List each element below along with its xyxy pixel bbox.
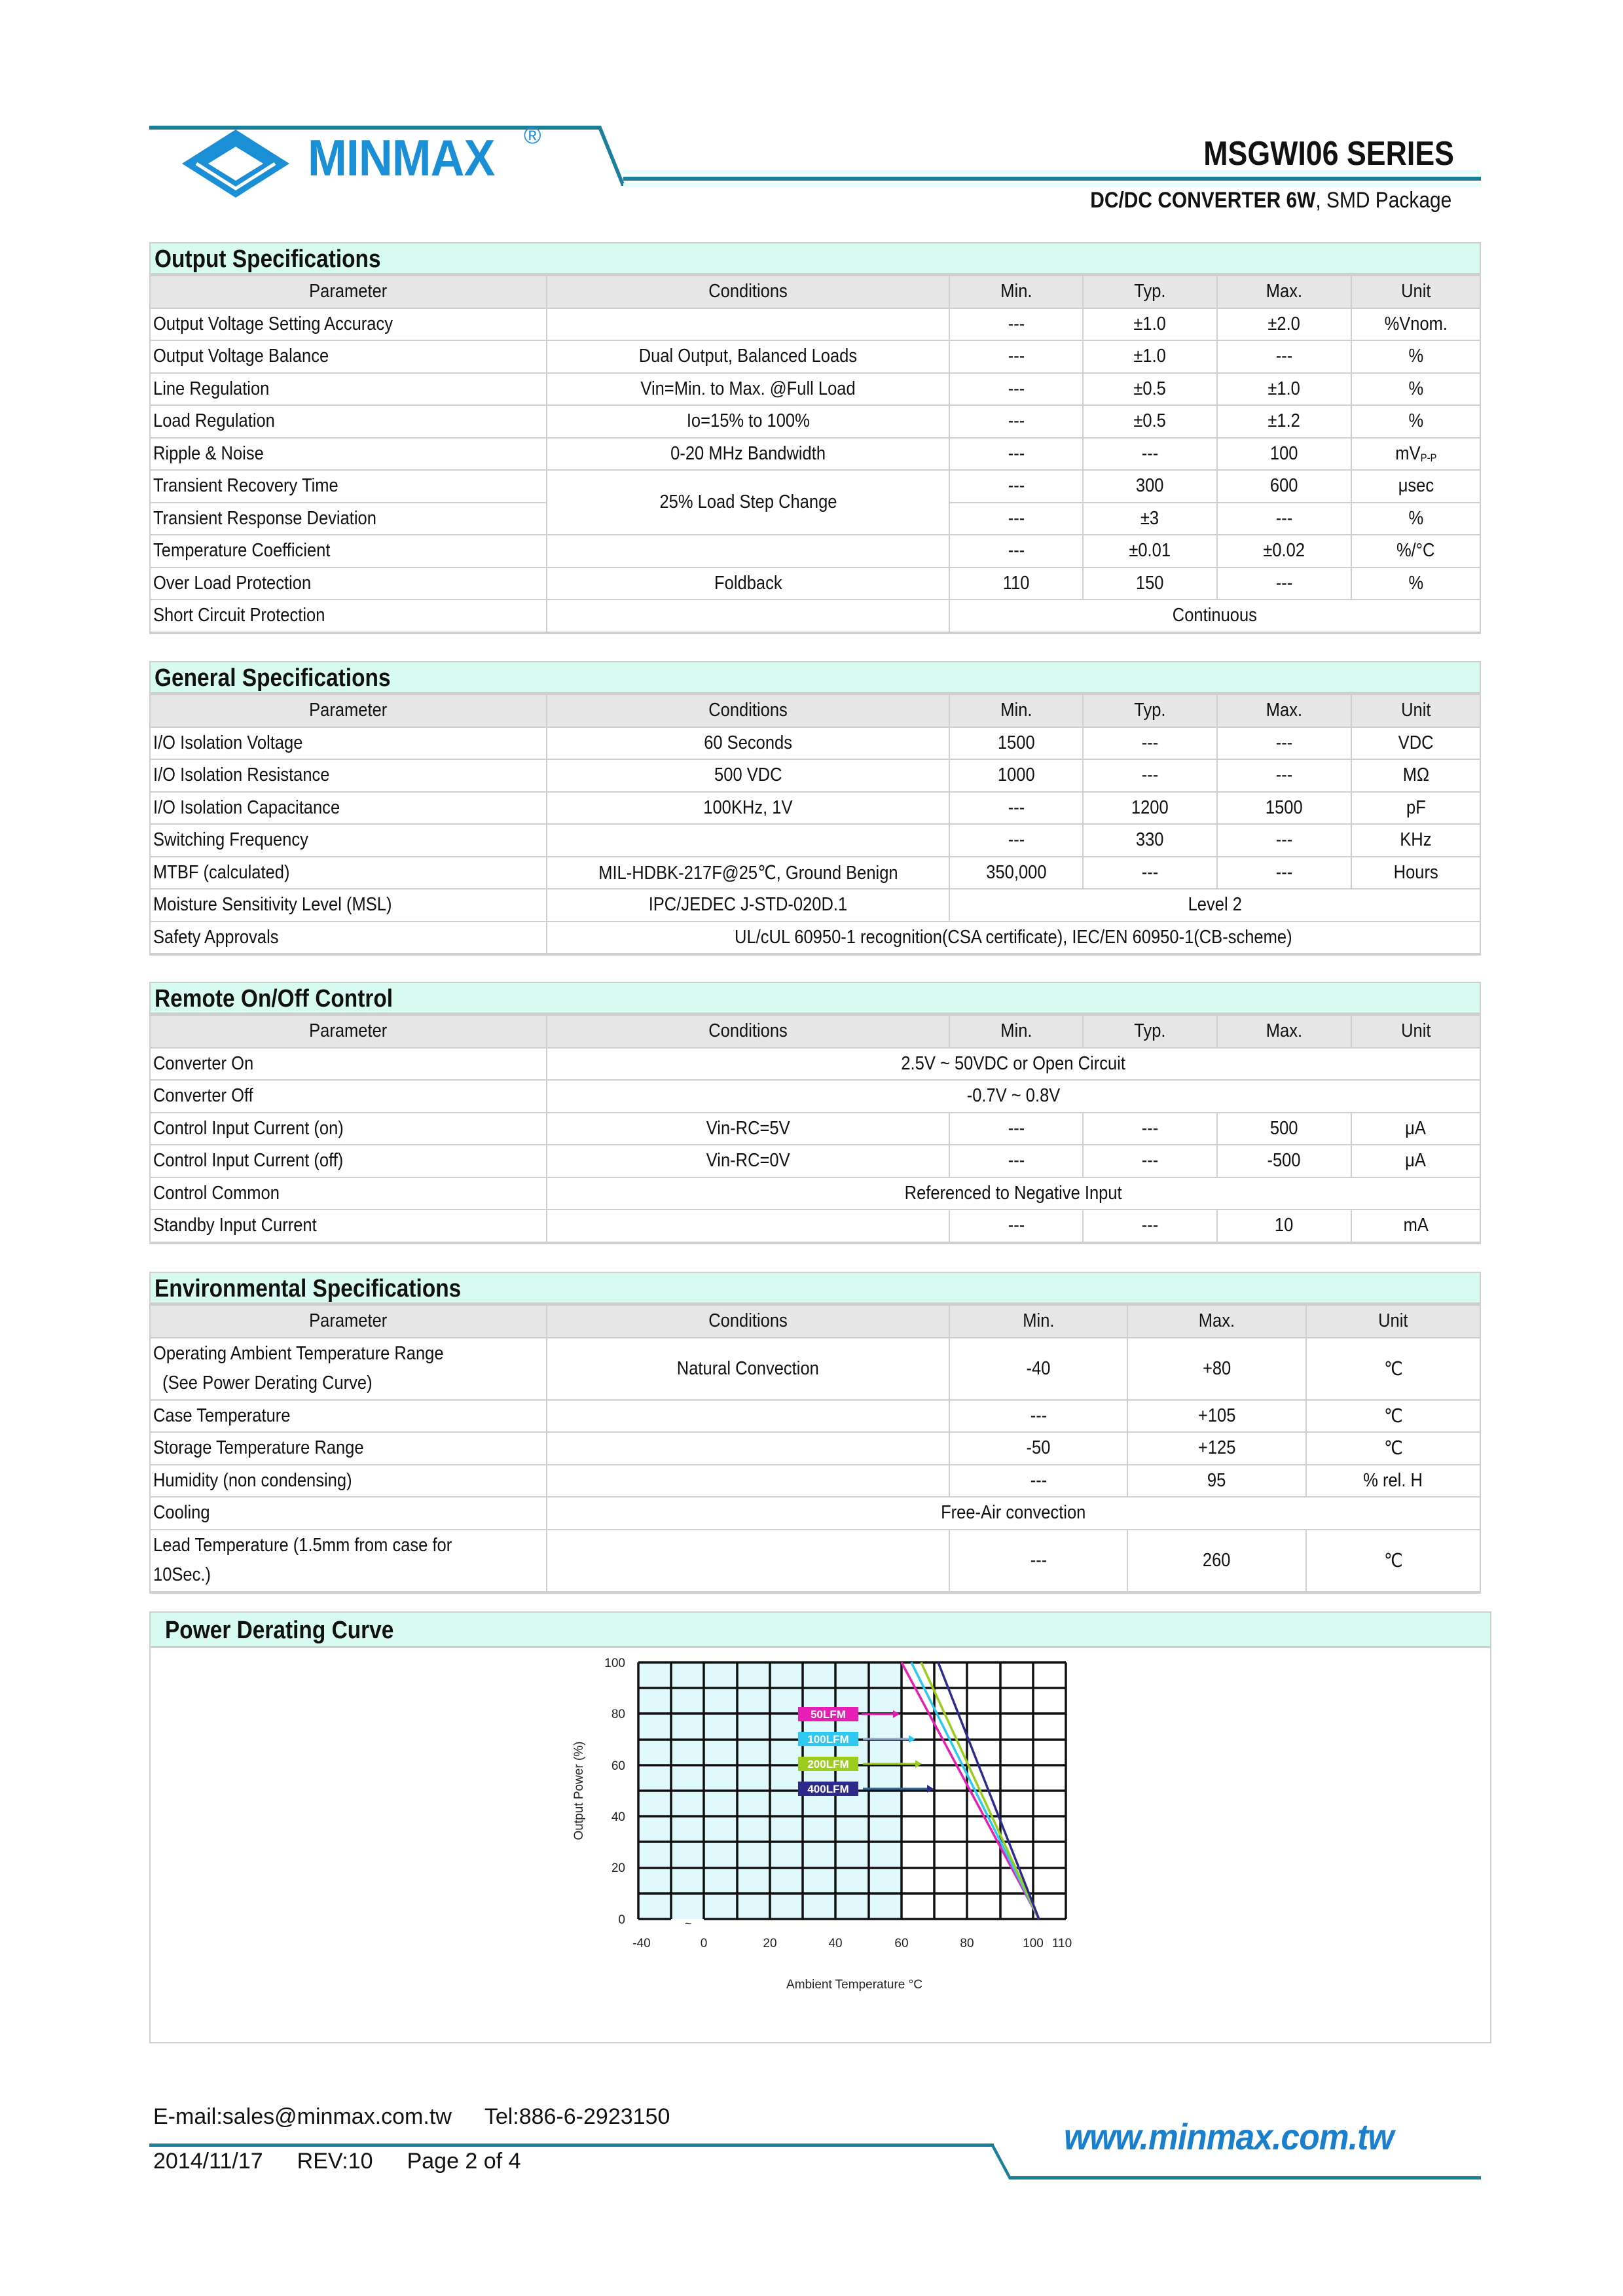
table-row	[151, 405, 1480, 438]
typ-cell: ---	[1083, 438, 1217, 471]
section-title-text: Environmental Specifications	[155, 1275, 462, 1302]
svg-text:-40: -40	[632, 1937, 651, 1950]
parameter-cell: I/O Isolation Resistance	[151, 759, 547, 792]
col-header: Parameter	[151, 276, 547, 308]
unit-cell: %Vnom.	[1351, 308, 1480, 341]
max-cell: 600	[1217, 470, 1351, 503]
max-cell: +105	[1127, 1400, 1306, 1433]
max-cell: +80	[1127, 1338, 1306, 1400]
col-header: Max.	[1217, 276, 1351, 308]
unit-cell: ℃	[1306, 1432, 1480, 1465]
conditions-cell: Natural Convection	[547, 1338, 949, 1400]
parameter-cell: Lead Temperature (1.5mm from case for 10Sec.)	[151, 1530, 547, 1592]
unit-cell: mA	[1351, 1210, 1480, 1242]
section-title-text: Power Derating Curve	[165, 1617, 394, 1644]
col-header: Unit	[1351, 1015, 1480, 1048]
parameter-cell: Output Voltage Setting Accuracy	[151, 308, 547, 341]
registered-mark: ®	[524, 122, 541, 149]
col-header: Max.	[1217, 1015, 1351, 1048]
merged-value-cell: Free-Air convection	[547, 1497, 1480, 1530]
parameter-cell: I/O Isolation Capacitance	[151, 792, 547, 825]
typ-cell: ---	[1083, 1113, 1217, 1145]
output-specifications-table	[151, 275, 1480, 633]
max-cell: 100	[1217, 438, 1351, 471]
min-cell: ---	[949, 535, 1083, 567]
parameter-cell: Load Regulation	[151, 405, 547, 438]
min-cell: ---	[949, 373, 1083, 406]
parameter-cell: Ripple & Noise	[151, 438, 547, 471]
parameter-cell: Line Regulation	[151, 373, 547, 406]
unit-cell: ℃	[1306, 1400, 1480, 1433]
x-axis-ticks	[632, 1937, 1072, 1950]
table-row	[151, 1497, 1480, 1530]
merged-value-cell: Referenced to Negative Input	[547, 1177, 1480, 1210]
brand-name: MINMAX	[308, 129, 495, 187]
section-title	[151, 1273, 1480, 1304]
max-cell: ---	[1217, 759, 1351, 792]
parameter-cell: Converter On	[151, 1048, 547, 1081]
conditions-cell	[547, 1465, 949, 1498]
table-row	[151, 1145, 1480, 1177]
output-specifications-section	[149, 242, 1481, 634]
legend-100lfm: 100LFM	[807, 1733, 849, 1746]
table-row	[151, 438, 1480, 471]
unit-cell: %	[1351, 340, 1480, 373]
parameter-cell: Operating Ambient Temperature Range (See Power Derating Curve)	[151, 1338, 547, 1400]
typ-cell: 150	[1083, 567, 1217, 600]
table-row	[151, 340, 1480, 373]
col-header: Typ.	[1083, 694, 1217, 727]
min-cell: 1500	[949, 727, 1083, 760]
table-row	[151, 1338, 1480, 1400]
table-header-row	[151, 276, 1480, 308]
typ-cell: ±1.0	[1083, 340, 1217, 373]
table-row	[151, 889, 1480, 922]
conditions-cell	[547, 824, 949, 857]
header-rule-diagonal	[597, 126, 625, 186]
parameter-cell: Control Input Current (on)	[151, 1113, 547, 1145]
minmax-logo	[177, 124, 570, 203]
conditions-cell: MIL-HDBK-217F@25℃, Ground Benign	[547, 857, 949, 889]
conditions-cell: Dual Output, Balanced Loads	[547, 340, 949, 373]
merged-value-cell: 2.5V ~ 50VDC or Open Circuit	[547, 1048, 1480, 1081]
unit-cell: mVP-P	[1351, 438, 1480, 471]
parameter-cell: Output Voltage Balance	[151, 340, 547, 373]
svg-text:20: 20	[611, 1861, 625, 1875]
footer-rule-left	[149, 2144, 994, 2147]
conditions-cell	[547, 1530, 949, 1592]
col-header: Conditions	[547, 1015, 949, 1048]
power-derating-chart	[151, 1649, 1490, 2042]
svg-text:60: 60	[611, 1759, 625, 1773]
min-cell: ---	[949, 792, 1083, 825]
max-cell: 10	[1217, 1210, 1351, 1242]
table-row	[151, 470, 1480, 503]
footer-contact	[153, 2104, 670, 2130]
section-title	[151, 662, 1480, 694]
max-cell: +125	[1127, 1432, 1306, 1465]
conditions-cell	[547, 1210, 949, 1242]
col-header: Max.	[1127, 1305, 1306, 1338]
min-cell: ---	[949, 1145, 1083, 1177]
max-cell: ---	[1217, 857, 1351, 889]
svg-text:40: 40	[828, 1937, 843, 1950]
conditions-cell: Foldback	[547, 567, 949, 600]
table-row	[151, 759, 1480, 792]
table-row	[151, 1048, 1480, 1081]
unit-cell: %	[1351, 373, 1480, 406]
axis-break-mark: ~	[685, 1917, 692, 1930]
unit-cell: % rel. H	[1306, 1465, 1480, 1498]
unit-cell: ℃	[1306, 1338, 1480, 1400]
footer-rev: REV:10	[297, 2149, 373, 2174]
min-cell: ---	[949, 1210, 1083, 1242]
parameter-cell: Control Input Current (off)	[151, 1145, 547, 1177]
table-row	[151, 373, 1480, 406]
typ-cell: ±0.5	[1083, 373, 1217, 406]
section-title	[151, 243, 1480, 275]
col-header: Unit	[1351, 694, 1480, 727]
typ-cell: 300	[1083, 470, 1217, 503]
unit-cell: μA	[1351, 1145, 1480, 1177]
parameter-cell: MTBF (calculated)	[151, 857, 547, 889]
legend-50lfm: 50LFM	[811, 1708, 846, 1721]
table-row	[151, 824, 1480, 857]
parameter-cell: Switching Frequency	[151, 824, 547, 857]
unit-cell: μsec	[1351, 470, 1480, 503]
typ-cell: 1200	[1083, 792, 1217, 825]
environmental-specifications-section	[149, 1272, 1481, 1594]
conditions-cell: Vin-RC=0V	[547, 1145, 949, 1177]
general-specifications-table	[151, 694, 1480, 954]
conditions-cell: IPC/JEDEC J-STD-020D.1	[547, 889, 949, 922]
conditions-cell: 100KHz, 1V	[547, 792, 949, 825]
table-row	[151, 308, 1480, 341]
table-row	[151, 857, 1480, 889]
parameter-cell: Converter Off	[151, 1080, 547, 1113]
min-cell: 350,000	[949, 857, 1083, 889]
diamond-logo-icon	[177, 124, 295, 203]
parameter-cell: Control Common	[151, 1177, 547, 1210]
min-cell: 1000	[949, 759, 1083, 792]
typ-cell: ---	[1083, 1210, 1217, 1242]
svg-text:80: 80	[960, 1937, 974, 1950]
min-cell: -50	[949, 1432, 1127, 1465]
section-title	[151, 983, 1480, 1014]
series-subtitle	[1090, 188, 1451, 213]
merged-value-cell: Continuous	[949, 600, 1480, 632]
environmental-specifications-table	[151, 1304, 1480, 1592]
col-header: Parameter	[151, 1305, 547, 1338]
parameter-cell: Standby Input Current	[151, 1210, 547, 1242]
footer-rule-right	[1010, 2176, 1481, 2179]
x-axis-label: Ambient Temperature °C	[786, 1978, 922, 1992]
series-title: MSGWI06 SERIES	[1203, 135, 1454, 173]
typ-cell: ±3	[1083, 503, 1217, 535]
max-cell: ---	[1217, 340, 1351, 373]
general-specifications-section	[149, 661, 1481, 956]
parameter-cell: Temperature Coefficient	[151, 535, 547, 567]
min-cell: ---	[949, 470, 1083, 503]
header-rule-right	[623, 177, 1481, 181]
conditions-cell	[547, 600, 949, 632]
max-cell: ±1.2	[1217, 405, 1351, 438]
typ-cell: ---	[1083, 759, 1217, 792]
table-header-row	[151, 1015, 1480, 1048]
typ-cell: ±1.0	[1083, 308, 1217, 341]
conditions-cell	[547, 535, 949, 567]
conditions-cell: 25% Load Step Change	[547, 470, 949, 535]
footer-date: 2014/11/17	[153, 2149, 263, 2174]
svg-text:20: 20	[763, 1937, 777, 1950]
col-header: Min.	[949, 1305, 1127, 1338]
table-row	[151, 1530, 1480, 1592]
parameter-cell: Storage Temperature Range	[151, 1432, 547, 1465]
conditions-cell	[547, 1400, 949, 1433]
table-row	[151, 1113, 1480, 1145]
min-cell: ---	[949, 1400, 1127, 1433]
table-row	[151, 1080, 1480, 1113]
svg-text:0: 0	[700, 1937, 708, 1950]
parameter-cell: Short Circuit Protection	[151, 600, 547, 632]
max-cell: 500	[1217, 1113, 1351, 1145]
unit-cell: ℃	[1306, 1530, 1480, 1592]
max-cell: 260	[1127, 1530, 1306, 1592]
table-row	[151, 567, 1480, 600]
y-axis-label: Output Power (%)	[572, 1741, 586, 1840]
legend-400lfm: 400LFM	[807, 1783, 849, 1795]
parameter-cell: Transient Recovery Time	[151, 470, 547, 503]
conditions-cell: 0-20 MHz Bandwidth	[547, 438, 949, 471]
typ-cell: ---	[1083, 727, 1217, 760]
unit-cell: %	[1351, 405, 1480, 438]
col-header: Min.	[949, 276, 1083, 308]
min-cell: ---	[949, 438, 1083, 471]
legend-200lfm: 200LFM	[807, 1758, 849, 1770]
unit-cell: Hours	[1351, 857, 1480, 889]
col-header: Typ.	[1083, 276, 1217, 308]
unit-cell: KHz	[1351, 824, 1480, 857]
col-header: Min.	[949, 694, 1083, 727]
conditions-cell: Vin-RC=5V	[547, 1113, 949, 1145]
section-title-text: Output Specifications	[155, 245, 381, 273]
svg-text:0: 0	[618, 1913, 625, 1927]
parameter-cell: Humidity (non condensing)	[151, 1465, 547, 1498]
table-row	[151, 792, 1480, 825]
parameter-cell: Over Load Protection	[151, 567, 547, 600]
svg-text:110: 110	[1051, 1937, 1072, 1950]
col-header: Conditions	[547, 276, 949, 308]
merged-value-cell: Level 2	[949, 889, 1480, 922]
conditions-cell	[547, 308, 949, 341]
col-header: Conditions	[547, 694, 949, 727]
table-row	[151, 1177, 1480, 1210]
max-cell: ---	[1217, 567, 1351, 600]
footer-tel: Tel:886-6-2923150	[484, 2104, 670, 2129]
min-cell: ---	[949, 1113, 1083, 1145]
footer-rule-diagonal	[990, 2144, 1012, 2179]
parameter-cell: Cooling	[151, 1497, 547, 1530]
unit-cell: %	[1351, 503, 1480, 535]
y-axis-ticks	[604, 1657, 625, 1927]
footer-email[interactable]: E-mail:sales@minmax.com.tw	[153, 2104, 452, 2129]
min-cell: ---	[949, 405, 1083, 438]
col-header: Typ.	[1083, 1015, 1217, 1048]
max-cell: ±0.02	[1217, 535, 1351, 567]
col-header: Conditions	[547, 1305, 949, 1338]
section-title-text: Remote On/Off Control	[155, 985, 393, 1013]
typ-cell: ---	[1083, 1145, 1217, 1177]
unit-cell: VDC	[1351, 727, 1480, 760]
col-header: Unit	[1351, 276, 1480, 308]
max-cell: 1500	[1217, 792, 1351, 825]
parameter-cell: Moisture Sensitivity Level (MSL)	[151, 889, 547, 922]
conditions-cell	[547, 1432, 949, 1465]
section-title	[151, 1613, 1490, 1648]
typ-cell: ±0.5	[1083, 405, 1217, 438]
parameter-cell: Safety Approvals	[151, 922, 547, 954]
table-row	[151, 922, 1480, 954]
remote-control-section	[149, 982, 1481, 1244]
max-cell: ±2.0	[1217, 308, 1351, 341]
min-cell: ---	[949, 1530, 1127, 1592]
footer-website-link[interactable]: www.minmax.com.tw	[1064, 2116, 1394, 2157]
min-cell: ---	[949, 308, 1083, 341]
power-derating-section	[149, 1611, 1491, 2043]
unit-cell: %	[1351, 567, 1480, 600]
max-cell: 95	[1127, 1465, 1306, 1498]
min-cell: ---	[949, 503, 1083, 535]
table-row	[151, 1432, 1480, 1465]
typ-cell: ±0.01	[1083, 535, 1217, 567]
subtitle-bold: DC/DC CONVERTER 6W	[1090, 188, 1316, 213]
conditions-cell: Vin=Min. to Max. @Full Load	[547, 373, 949, 406]
merged-value-cell: UL/cUL 60950-1 recognition(CSA certificate), IEC/EN 60950-1(CB-scheme)	[547, 922, 1480, 954]
table-row	[151, 600, 1480, 632]
conditions-cell: Io=15% to 100%	[547, 405, 949, 438]
col-header: Parameter	[151, 694, 547, 727]
typ-cell: ---	[1083, 857, 1217, 889]
col-header: Min.	[949, 1015, 1083, 1048]
typ-cell: 330	[1083, 824, 1217, 857]
section-title-text: General Specifications	[155, 664, 391, 692]
max-cell: ---	[1217, 824, 1351, 857]
unit-cell: pF	[1351, 792, 1480, 825]
parameter-cell: I/O Isolation Voltage	[151, 727, 547, 760]
table-row	[151, 1210, 1480, 1242]
parameter-cell: Transient Response Deviation	[151, 503, 547, 535]
unit-cell: MΩ	[1351, 759, 1480, 792]
parameter-cell: Case Temperature	[151, 1400, 547, 1433]
footer-meta	[153, 2149, 555, 2174]
svg-text:100: 100	[604, 1657, 625, 1670]
conditions-cell: 60 Seconds	[547, 727, 949, 760]
max-cell: ±1.0	[1217, 373, 1351, 406]
table-header-row	[151, 1305, 1480, 1338]
subtitle-rest: , SMD Package	[1315, 188, 1451, 213]
unit-cell: %/°C	[1351, 535, 1480, 567]
min-cell: ---	[949, 340, 1083, 373]
footer-page: Page 2 of 4	[407, 2149, 521, 2174]
svg-text:40: 40	[611, 1810, 625, 1824]
svg-text:100: 100	[1023, 1937, 1044, 1950]
conditions-cell: 500 VDC	[547, 759, 949, 792]
min-cell: -40	[949, 1338, 1127, 1400]
merged-value-cell: -0.7V ~ 0.8V	[547, 1080, 1480, 1113]
min-cell: 110	[949, 567, 1083, 600]
svg-text:60: 60	[894, 1937, 909, 1950]
table-row	[151, 727, 1480, 760]
table-header-row	[151, 694, 1480, 727]
max-cell: -500	[1217, 1145, 1351, 1177]
table-row	[151, 1400, 1480, 1433]
min-cell: ---	[949, 824, 1083, 857]
max-cell: ---	[1217, 503, 1351, 535]
max-cell: ---	[1217, 727, 1351, 760]
col-header: Parameter	[151, 1015, 547, 1048]
svg-text:80: 80	[611, 1708, 625, 1721]
remote-control-table	[151, 1014, 1480, 1243]
table-row	[151, 1465, 1480, 1498]
col-header: Max.	[1217, 694, 1351, 727]
unit-cell: μA	[1351, 1113, 1480, 1145]
table-row	[151, 535, 1480, 567]
col-header: Unit	[1306, 1305, 1480, 1338]
min-cell: ---	[949, 1465, 1127, 1498]
